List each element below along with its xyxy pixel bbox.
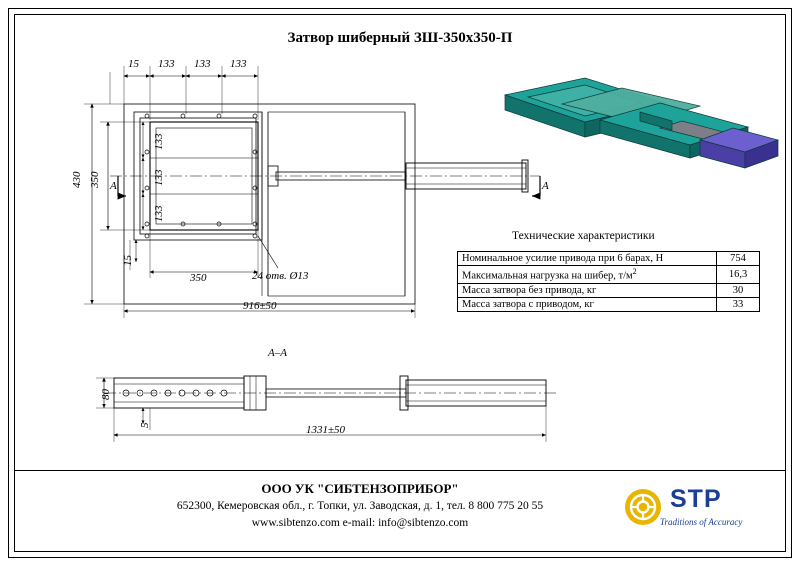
dim-bottom-916: 916±50 xyxy=(243,300,277,312)
dim-top-133-2: 133 xyxy=(194,58,211,70)
tech-table-title: Технические характеристики xyxy=(512,230,655,242)
dim-bottom-350: 350 xyxy=(190,272,207,284)
note-holes: 24 отв. Ø13 xyxy=(252,270,309,282)
tech-row-value-0: 754 xyxy=(717,252,760,266)
section-mark-a-left: A xyxy=(110,180,117,192)
tech-row-label-1-sup: 2 xyxy=(632,267,637,276)
dim-section-1331: 1331±50 xyxy=(306,424,346,436)
dim-left-430: 430 xyxy=(71,171,83,188)
tech-row-label-0: Номинальное усилие привода при 6 барах, Н xyxy=(458,252,717,266)
table-row xyxy=(458,297,760,311)
logo-text: STP xyxy=(670,485,722,513)
section-view-label: А–А xyxy=(268,347,287,359)
dim-top-15: 15 xyxy=(128,58,139,70)
tech-row-value-3: 33 xyxy=(717,297,760,311)
tech-row-label-1-text: Максимальная нагрузка на шибер, т/м xyxy=(462,270,633,282)
dim-section-5: 5 xyxy=(139,422,151,428)
dim-inner-133-3: 133 xyxy=(153,205,165,222)
dim-bottom-15: 15 xyxy=(122,255,134,266)
page-title: Затвор шиберный ЗШ-350х350-П xyxy=(287,30,513,46)
company-address: 652300, Кемеровская обл., г. Топки, ул. Заводская, д. 1, тел. 8 800 775 20 55 xyxy=(176,500,544,512)
isometric-model xyxy=(505,78,778,168)
dim-section-80: 80 xyxy=(100,389,112,400)
table-row xyxy=(458,283,760,297)
section-mark-a-right: A xyxy=(542,180,549,192)
tech-row-value-1: 16,3 xyxy=(717,266,760,284)
dim-left-350: 350 xyxy=(89,171,101,188)
dim-inner-133-2: 133 xyxy=(153,169,165,186)
dim-inner-133-1: 133 xyxy=(153,133,165,150)
dim-top-133-1: 133 xyxy=(158,58,175,70)
company-web: www.sibtenzo.com e-mail: info@sibtenzo.com xyxy=(251,517,469,529)
table-row xyxy=(458,252,760,266)
tech-table xyxy=(457,251,760,312)
logo-tagline: Traditions of Accuracy xyxy=(660,517,743,527)
dim-top-133-3: 133 xyxy=(230,58,247,70)
tech-row-label-3: Масса затвора с приводом, кг xyxy=(458,297,717,311)
company-logo xyxy=(612,479,772,541)
tech-row-value-2: 30 xyxy=(717,283,760,297)
tech-row-label-2: Масса затвора без привода, кг xyxy=(458,283,717,297)
tech-row-label-1 xyxy=(458,266,717,284)
company-name: ООО УК "СИБТЕНЗОПРИБОР" xyxy=(261,481,459,496)
table-row xyxy=(458,266,760,284)
